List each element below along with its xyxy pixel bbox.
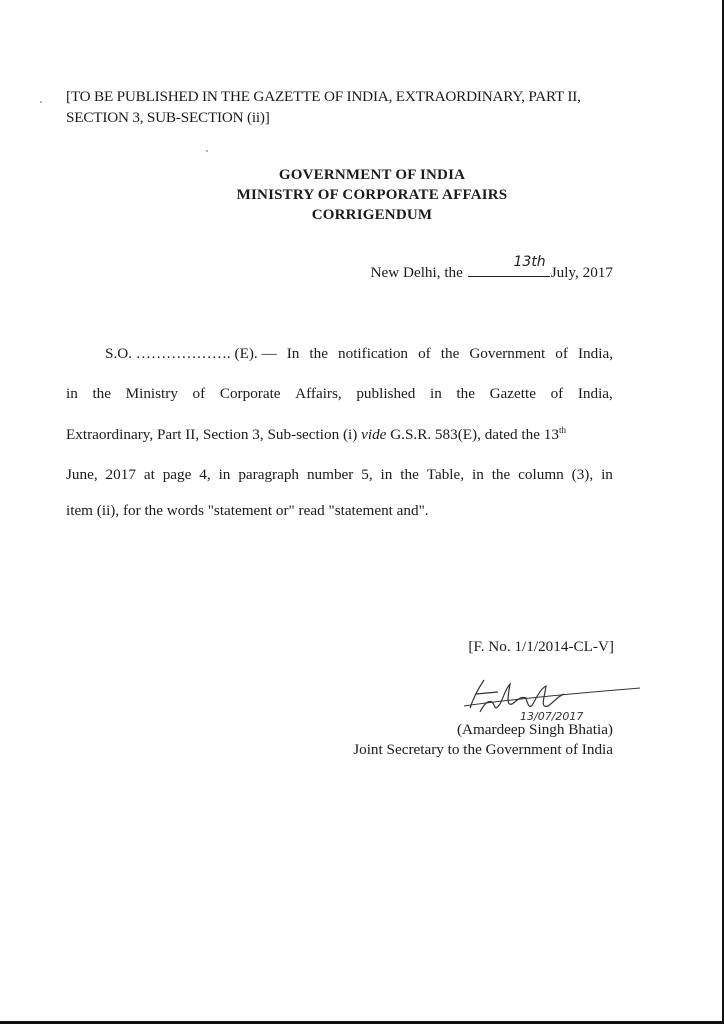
body-line-3-reference: G.S.R. 583(E), dated the 13 (390, 426, 559, 443)
body-line-4-word: 4, (199, 466, 211, 483)
body-line-1-word: In (286, 345, 300, 362)
body-line-3-text: Extraordinary, Part II, Section 3, Sub-section (i) (66, 426, 358, 443)
body-line-4-word: column (518, 466, 564, 483)
body-line-4 (66, 466, 613, 484)
body-line-2-word: in (66, 385, 78, 402)
government-heading: GOVERNMENT OF INDIA (278, 167, 466, 183)
document-type-heading: CORRIGENDUM (311, 207, 433, 223)
body-line-4-word: 5, (361, 466, 373, 483)
body-line-1-word: S.O. ………………. (E). — (105, 345, 277, 362)
dateline (370, 254, 613, 282)
body-line-4-word: in (601, 466, 613, 483)
dateline-month-year: July, 2017 (550, 264, 613, 281)
date-day-handwritten: 13th (513, 254, 546, 270)
body-line-1-word: the (309, 345, 328, 362)
body-line-2-word: Ministry (125, 385, 178, 402)
body-line-5: item (ii), for the words "statement or" read "statement and". (66, 502, 429, 519)
handwritten-signature (440, 666, 650, 726)
body-line-1-word: of (555, 345, 568, 362)
ordinal-suffix: th (558, 425, 566, 435)
body-line-4-word: paragraph (238, 466, 300, 483)
body-line-2-word: of (550, 385, 564, 402)
body-line-3 (66, 425, 613, 444)
body-line-4-word: number (306, 466, 354, 483)
body-line-4-word: in (380, 466, 393, 483)
vide-word: vide (361, 426, 387, 443)
body-line-2 (66, 385, 613, 403)
scan-speck (40, 101, 42, 103)
body-line-2-word: published (356, 385, 416, 402)
body-line-4-word: (3), (571, 466, 594, 483)
signature-date-note: 13/07/2017 (520, 710, 584, 723)
body-line-4-word: 2017 (105, 466, 136, 483)
signatory-name: (Amardeep Singh Bhatia) (456, 721, 613, 738)
file-number: [F. No. 1/1/2014-CL-V] (468, 638, 614, 655)
dateline-place: New Delhi, the (370, 264, 463, 281)
date-blank (468, 254, 550, 277)
body-line-2-word: the (92, 385, 111, 402)
scan-speck (206, 150, 208, 152)
body-line-1-word: Government (469, 345, 546, 362)
body-line-1-word: of (418, 345, 431, 362)
gazette-publication-note: [TO BE PUBLISHED IN THE GAZETTE OF INDIA, EXTRAORDINARY, PART II, SECTION 3, SUB-SECTION (ii)] (66, 88, 581, 126)
body-line-1-word: notification (338, 345, 409, 362)
body-line-1-word: the (440, 345, 460, 362)
body-line-2-word: Gazette (489, 385, 536, 402)
body-line-4-word: June, (66, 466, 98, 483)
signatory-designation: Joint Secretary to the Government of India (353, 741, 613, 758)
body-line-2-word: India, (577, 385, 613, 402)
body-line-2-word: Affairs, (295, 385, 342, 402)
body-line-1-word: India, (577, 345, 613, 362)
body-line-2-word: of (192, 385, 206, 402)
body-line-2-word: the (456, 385, 475, 402)
body-line-2-word: in (429, 385, 442, 402)
body-line-4-word: Table, (426, 466, 465, 483)
body-line-1 (105, 345, 613, 363)
body-line-4-word: page (162, 466, 192, 483)
body-line-4-word: at (143, 466, 155, 483)
body-line-4-word: the (400, 466, 419, 483)
body-line-4-word: in (471, 466, 484, 483)
body-line-4-word: in (218, 466, 231, 483)
body-line-2-word: Corporate (219, 385, 281, 402)
ministry-heading: MINISTRY OF CORPORATE AFFAIRS (236, 187, 508, 203)
body-line-4-word: the (491, 466, 511, 483)
